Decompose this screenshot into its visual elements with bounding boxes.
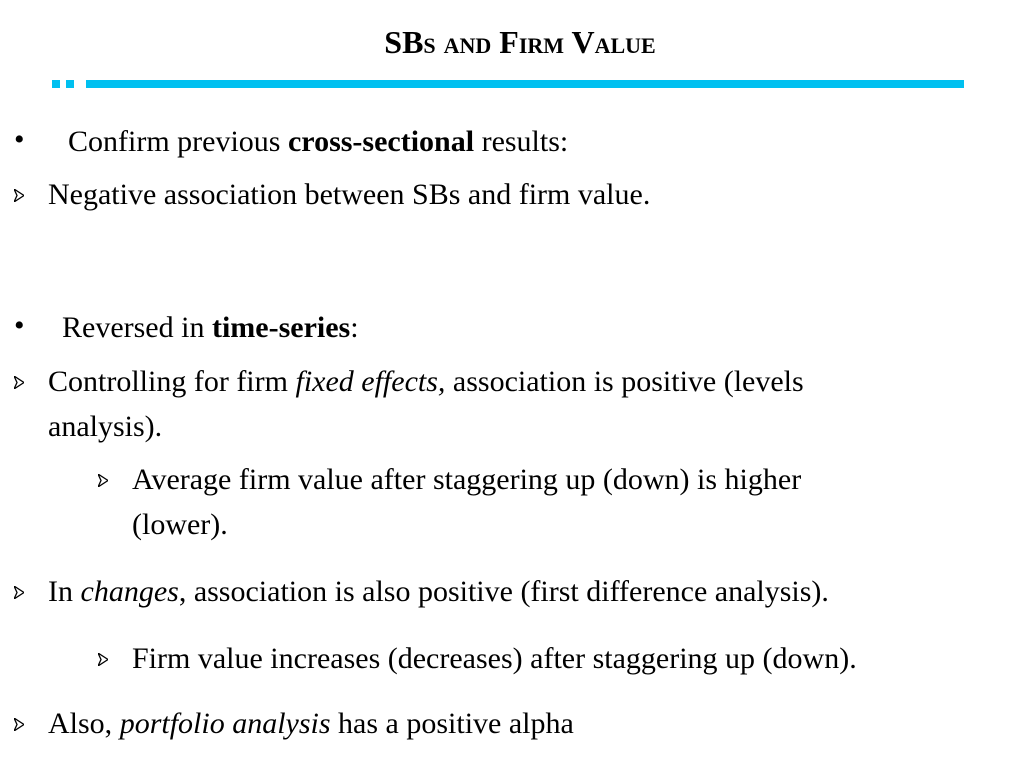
sub-arrow-text-firm-value-increases: Firm value increases (decreases) after staggering up (down). — [132, 642, 857, 675]
bullet-dot-icon: • — [14, 309, 25, 342]
sub-arrow-text-average: Average firm value after staggering up (down) is higher — [132, 463, 802, 496]
text-run: Also, — [48, 707, 120, 740]
text-run: association is positive (levels — [445, 365, 804, 398]
sub-arrow-text-continuation: (lower). — [132, 508, 228, 541]
bullet-dot-icon: • — [14, 123, 25, 156]
arrowhead-bullet-icon — [98, 653, 108, 666]
title-rule-dot — [52, 80, 60, 88]
slide-title: SBs and Firm Value — [384, 24, 656, 60]
arrow-text-fixed-effects — [48, 364, 804, 400]
text-run: : — [350, 311, 359, 344]
italic-term: portfolio analysis — [119, 707, 331, 740]
arrowhead-bullet-icon — [14, 718, 24, 731]
text-run: Controlling for firm — [48, 365, 296, 398]
arrowhead-bullet-icon — [14, 189, 24, 202]
arrow-text-negative-association: Negative association between SBs and firm value. — [48, 178, 651, 211]
arrowhead-bullet-icon — [14, 376, 24, 389]
text-run: Reversed in — [62, 311, 212, 344]
arrow-text-portfolio — [48, 706, 574, 742]
italic-term: changes — [80, 575, 179, 608]
bold-term: time-series — [211, 311, 351, 344]
italic-term: fixed effects, — [295, 365, 446, 398]
arrow-text-changes — [48, 574, 829, 610]
bold-term: cross-sectional — [287, 125, 475, 158]
text-run: has a positive alpha — [330, 707, 574, 740]
text-run: In — [48, 575, 81, 608]
arrowhead-bullet-icon — [14, 586, 24, 599]
title-rule-bar — [86, 80, 964, 88]
text-run: , association is also positive (first difference analysis). — [178, 575, 829, 608]
arrow-text-continuation: analysis). — [48, 410, 163, 443]
text-run: results: — [474, 125, 569, 158]
arrowhead-bullet-icon — [98, 474, 108, 487]
bullet-text-confirm — [68, 124, 568, 160]
title-rule-dot — [66, 80, 74, 88]
text-run: Confirm previous — [68, 125, 288, 158]
bullet-text-reversed — [62, 310, 359, 346]
